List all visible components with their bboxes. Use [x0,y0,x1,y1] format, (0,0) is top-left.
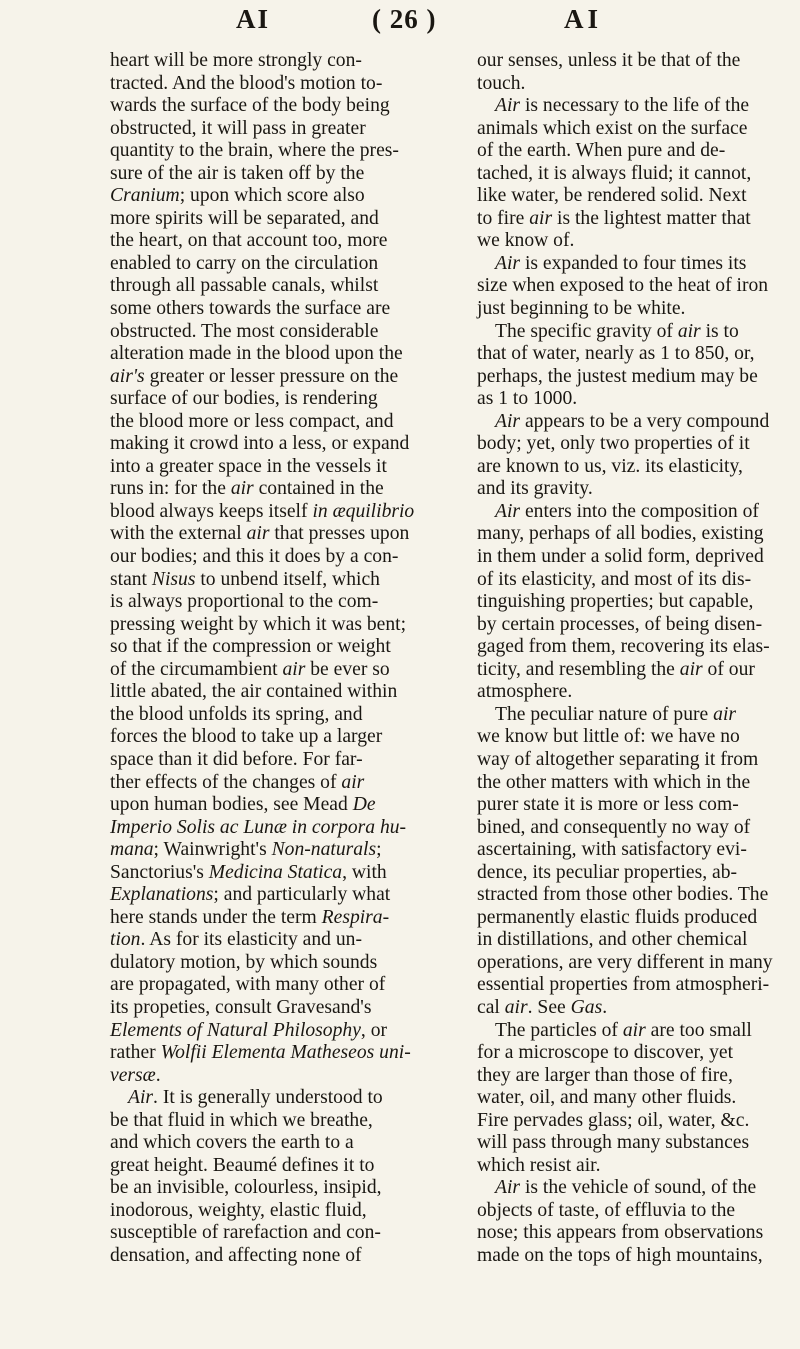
text-line: with the external air that presses upon [110,523,410,545]
text-line: our bodies; and this it does by a con- [110,546,399,568]
text-line: ascertaining, with satisfactory evi- [477,839,747,861]
text-line: touch. [477,72,526,94]
text-line: nose; this appears from observations [477,1222,764,1244]
text-line: Fire pervades glass; oil, water, &c. [477,1109,750,1131]
text-line: of the circumambient air be ever so [110,658,390,680]
text-line: air's greater or lesser pressure on the [110,365,399,387]
text-line: is always proportional to the com- [110,591,379,613]
text-line: some others towards the surface are [110,298,391,320]
running-header [0,4,800,44]
text-line: and which covers the earth to a [110,1132,354,1154]
text-line: Air enters into the composition of [495,500,759,522]
text-line: Explanations; and particularly what [110,884,391,906]
text-line: made on the tops of high mountains, [477,1244,763,1266]
text-line: just beginning to be white. [477,298,686,320]
text-line: The particles of air are too small [495,1019,752,1041]
text-line: wards the surface of the body being [110,95,390,117]
text-line: by certain processes, of being disen- [477,613,763,635]
text-line: rather Wolfii Elementa Matheseos uni- [110,1042,411,1064]
text-line: the blood more or less compact, and [110,410,394,432]
text-line: are known to us, viz. its elasticity, [477,455,743,477]
text-line: its propeties, consult Gravesand's [110,996,372,1018]
text-line: ther effects of the changes of air [110,771,365,793]
text-line: objects of taste, of effluvia to the [477,1199,736,1221]
text-line: forces the blood to take up a larger [110,726,383,748]
text-line: stracted from those other bodies. The [477,884,769,906]
text-line: water, oil, and many other fluids. [477,1087,737,1109]
text-line: Sanctorius's Medicina Statica, with [110,861,387,883]
text-line: heart will be more strongly con- [110,50,362,71]
text-line: the blood unfolds its spring, and [110,703,363,725]
text-line: tached, it is always fluid; it cannot, [477,162,752,184]
text-line: inodorous, weighty, elastic fluid, [110,1199,367,1221]
text-line: in them under a solid form, deprived [477,546,764,568]
text-line: body; yet, only two properties of it [477,433,750,455]
text-line: little abated, the air contained within [110,681,398,703]
text-line: enabled to carry on the circulation [110,252,379,274]
text-line: obstructed. The most considerable [110,320,379,342]
text-line: here stands under the term Respira- [110,906,390,928]
text-line: which resist air. [477,1154,601,1176]
text-line: they are larger than those of fire, [477,1064,733,1086]
text-line: dence, its peculiar properties, ab- [477,861,738,883]
text-line: mana; Wainwright's Non-naturals; [110,839,382,861]
text-line: upon human bodies, see Mead De [110,794,376,816]
text-line: purer state it is more or less com- [477,794,739,816]
text-line: Imperio Solis ac Lunæ in corpora hu- [110,816,407,838]
page-number: ( 26 ) [372,4,437,34]
text-line: making it crowd into a less, or expand [110,433,410,455]
text-line: of the earth. When pure and de- [477,140,726,162]
header-right-word: AI [564,4,603,34]
text-line: our senses, unless it be that of the [477,50,741,71]
text-line: runs in: for the air contained in the [110,478,384,500]
text-line: susceptible of rarefaction and con- [110,1222,381,1244]
text-line: obstructed, it will pass in greater [110,117,366,139]
text-line: Air is expanded to four times its [495,252,747,274]
text-line: bined, and consequently no way of [477,816,751,838]
text-line: animals which exist on the surface [477,117,748,139]
text-line: tinguishing properties; but capable, [477,591,754,613]
text-line: be that fluid in which we breathe, [110,1109,373,1131]
text-line: permanently elastic fluids produced [477,906,758,928]
text-line: size when exposed to the heat of iron [477,275,769,297]
text-line: tion. As for its elasticity and un- [110,929,362,951]
text-line: alteration made in the blood upon the [110,343,403,365]
text-line: to fire air is the lightest matter that [477,207,751,229]
text-line: Cranium; upon which score also [110,185,365,207]
text-line: many, perhaps of all bodies, existing [477,523,764,545]
text-line: The peculiar nature of pure air [495,703,737,725]
text-line: surface of our bodies, is rendering [110,388,378,410]
text-line: of its elasticity, and most of its dis- [477,568,752,590]
text-line: Elements of Natural Philosophy, or [110,1019,388,1041]
text-line: for a microscope to discover, yet [477,1042,734,1064]
text-line: quantity to the brain, where the pres- [110,140,399,162]
text-line: we know but little of: we have no [477,726,740,748]
text-line: so that if the compression or weight [110,636,391,658]
text-line: essential properties from atmospheri- [477,974,770,996]
text-line: more spirits will be separated, and [110,207,379,229]
text-line: atmosphere. [477,681,573,703]
text-line: perhaps, the justest medium may be [477,365,758,387]
text-line: way of altogether separating it from [477,748,759,770]
text-line: operations, are very different in many [477,951,773,973]
text-line: gaged from them, recovering its elas- [477,636,770,658]
text-line: and its gravity. [477,478,593,500]
text-line: will pass through many substances [477,1132,750,1154]
text-line: versæ. [110,1064,161,1086]
text-line: Air. It is generally understood to [128,1087,383,1109]
text-line: great height. Beaumé defines it to [110,1154,375,1176]
text-line: in distillations, and other chemical [477,929,748,951]
text-line: that of water, nearly as 1 to 850, or, [477,343,755,365]
text-line: the other matters with which in the [477,771,751,793]
text-line: tracted. And the blood's motion to- [110,72,383,94]
left-text-column [110,50,462,1268]
text-line: pressing weight by which it was bent; [110,613,407,635]
text-line: dulatory motion, by which sounds [110,951,378,973]
text-line: sure of the air is taken off by the [110,162,365,184]
text-line: densation, and affecting none of [110,1244,362,1266]
text-line: blood always keeps itself in æquilibrio [110,500,415,522]
text-line: space than it did before. For far- [110,748,363,770]
text-line: the heart, on that account too, more [110,230,388,252]
text-line: Air appears to be a very compound [495,410,770,432]
text-line: as 1 to 1000. [477,388,578,410]
text-line: are propagated, with many other of [110,974,386,996]
text-line: cal air. See Gas. [477,996,608,1018]
text-line: like water, be rendered solid. Next [477,185,747,207]
text-line: be an invisible, colourless, insipid, [110,1177,382,1199]
text-line: through all passable canals, whilst [110,275,379,297]
text-line: we know of. [477,230,575,252]
header-left-word: AI [236,4,271,34]
text-line: into a greater space in the vessels it [110,455,387,477]
text-line: Air is necessary to the life of the [495,95,750,117]
right-text-column [477,50,800,1268]
text-line: Air is the vehicle of sound, of the [495,1177,757,1199]
text-line: ticity, and resembling the air of our [477,658,755,680]
text-line: stant Nisus to unbend itself, which [110,568,380,590]
text-line: The specific gravity of air is to [495,320,739,342]
